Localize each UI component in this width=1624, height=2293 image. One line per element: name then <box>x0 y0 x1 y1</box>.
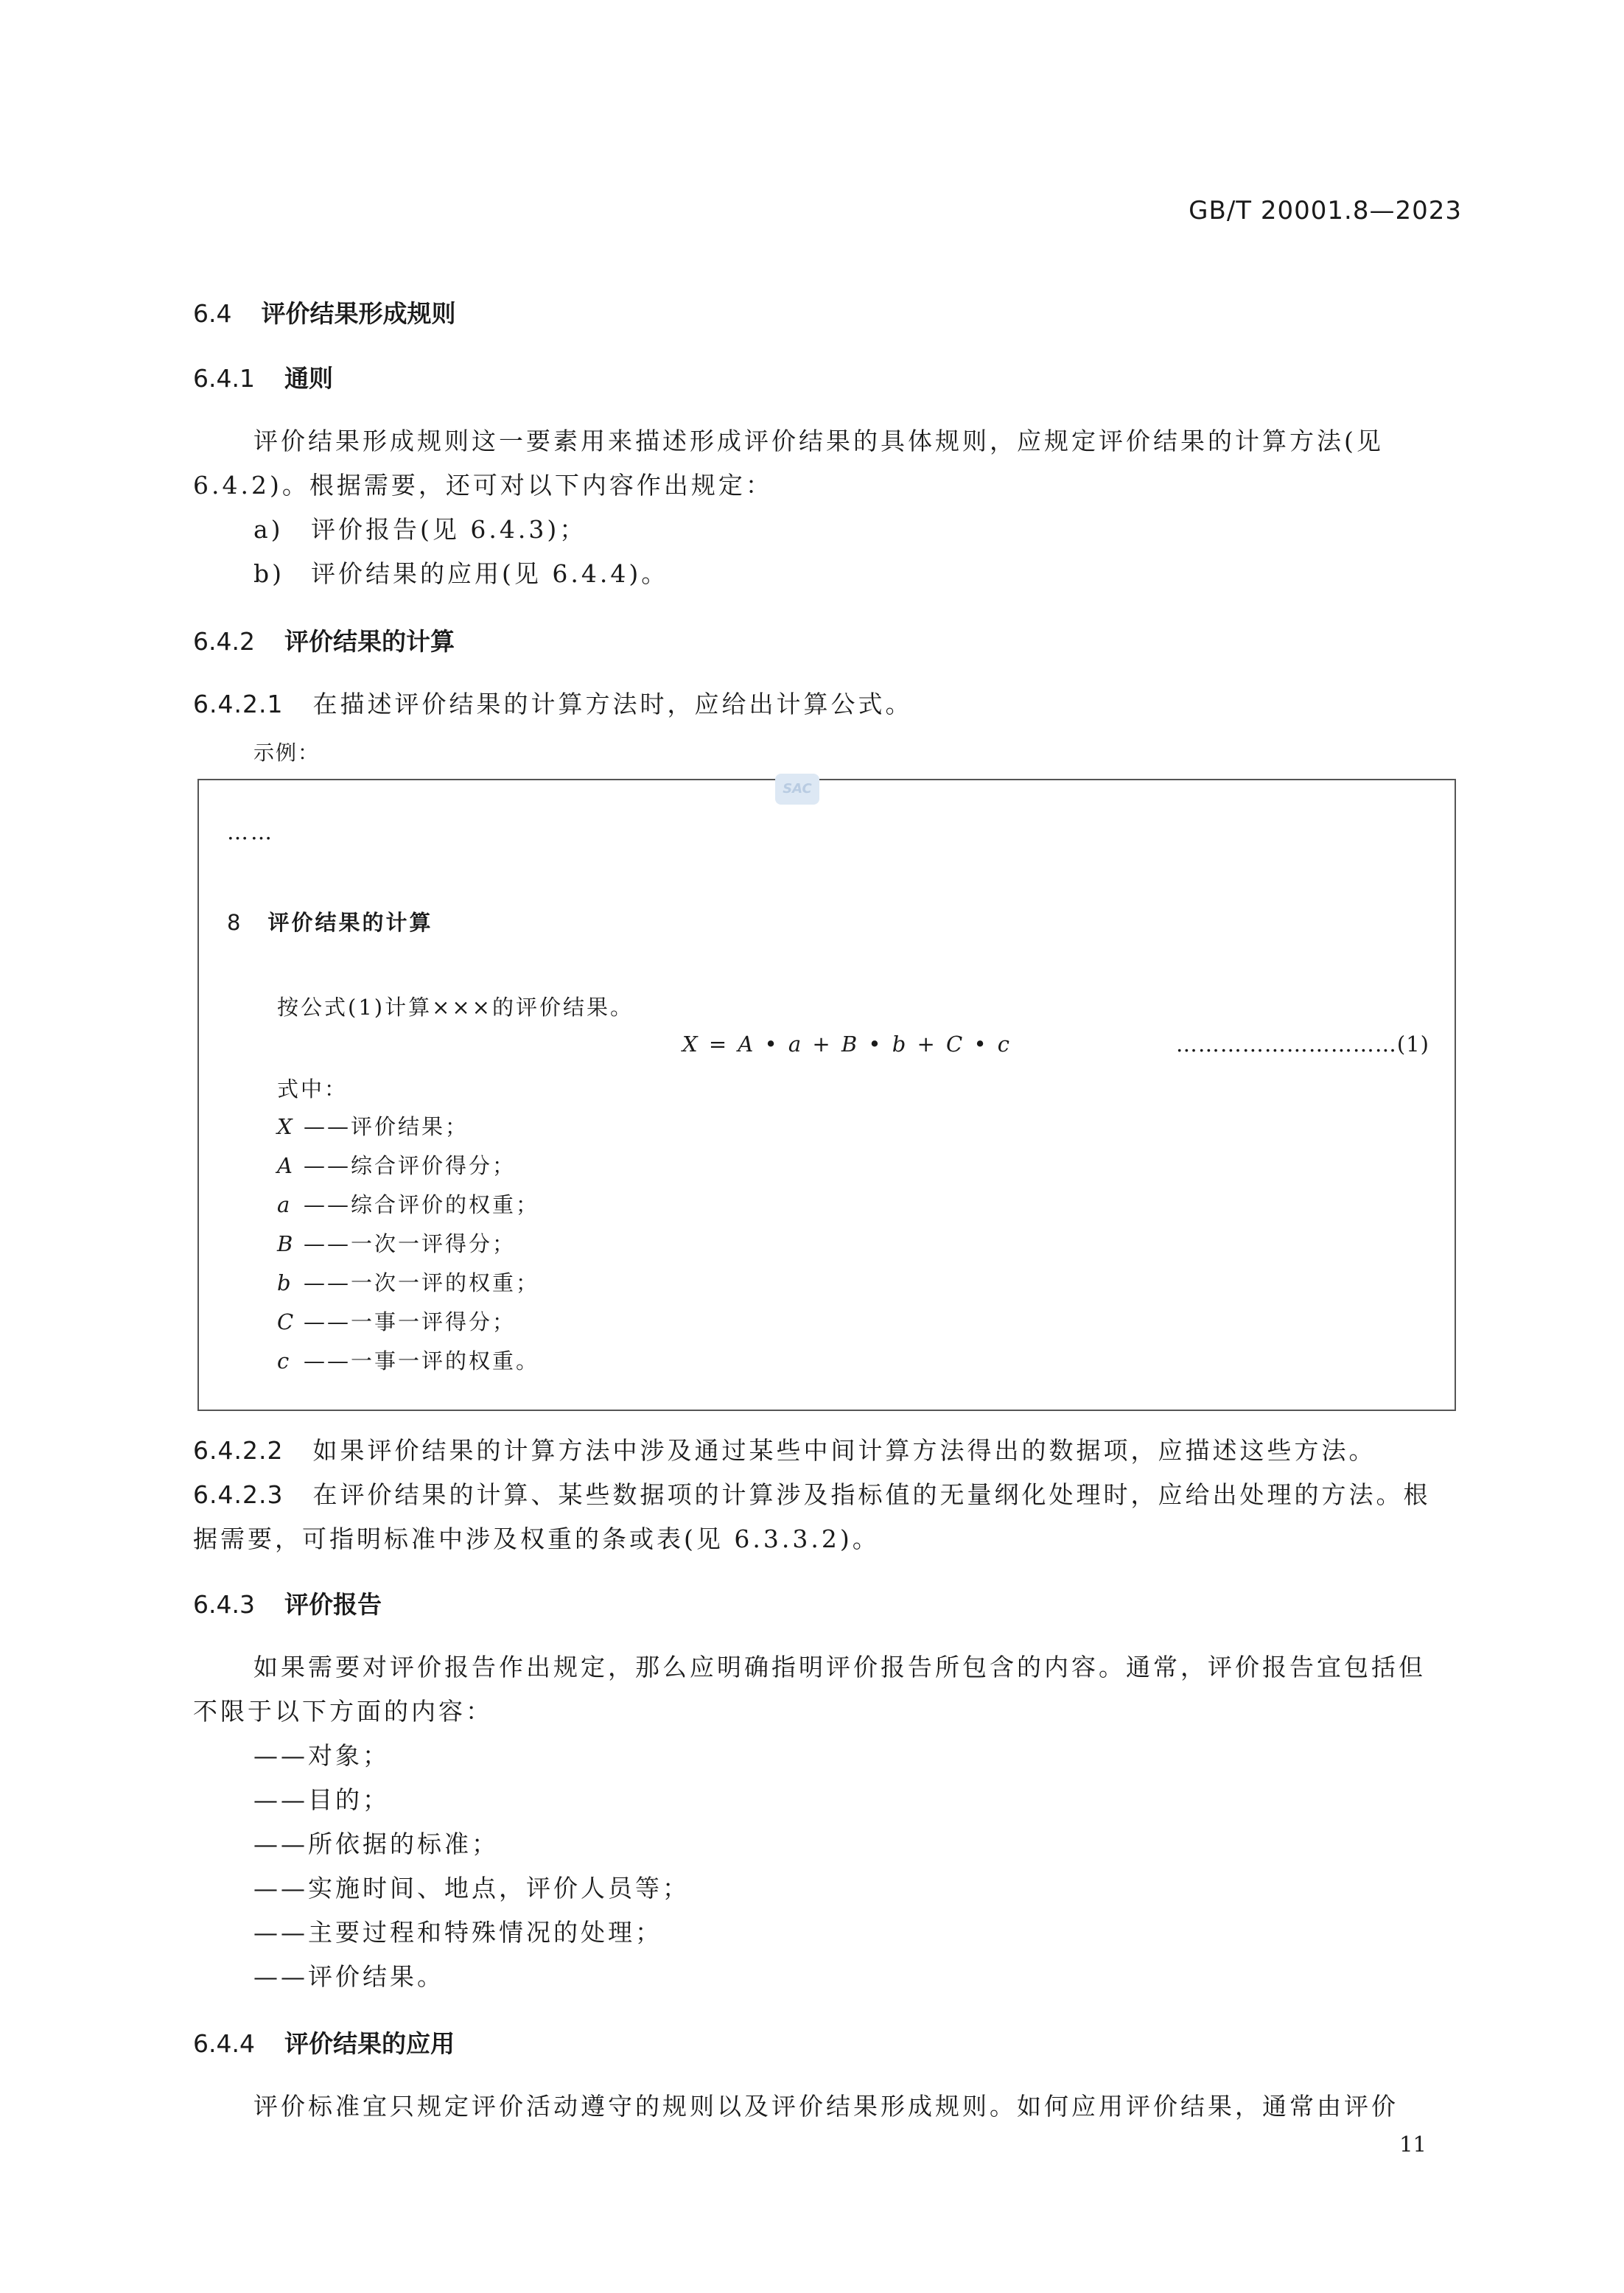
heading-number: 6.4.4 <box>193 2029 255 2058</box>
variable-definition <box>277 1267 539 1297</box>
list-marker: a) <box>253 515 284 544</box>
variable-symbol: a <box>277 1192 293 1217</box>
list-marker: b) <box>253 559 284 588</box>
variable-symbol: b <box>277 1270 293 1295</box>
example-intro: 按公式(1)计算×××的评价结果。 <box>277 995 634 1020</box>
variable-description: ——一次一评得分； <box>304 1231 517 1256</box>
heading-title: 评价结果的应用 <box>284 2029 455 2058</box>
variable-definition <box>277 1345 539 1375</box>
heading-title: 评价报告 <box>284 1590 382 1619</box>
list-text: 评价报告(见 6.4.3)； <box>311 515 587 544</box>
variable-symbol: X <box>277 1114 295 1139</box>
example-clause-heading <box>227 906 433 937</box>
paragraph-line: 6.4.2)。根据需要，还可对以下内容作出规定： <box>193 471 773 500</box>
variable-symbol: A <box>277 1153 295 1178</box>
page-number: 11 <box>1399 2132 1427 2157</box>
list-item <box>253 555 668 589</box>
heading-title: 评价结果形成规则 <box>261 299 456 328</box>
variable-definition <box>277 1188 539 1219</box>
variable-description: ——一次一评的权重； <box>304 1270 540 1295</box>
paragraph-line: 如果需要对评价报告作出规定，那么应明确指明评价报告所包含的内容。通常，评价报告宜包括但 <box>253 1653 1426 1681</box>
variable-definition <box>277 1228 516 1258</box>
dash-list-item: ——评价结果。 <box>253 1962 444 1991</box>
clause-text: 在描述评价结果的计算方法时，应给出计算公式。 <box>312 690 913 718</box>
dash-list-item: ——所依据的标准； <box>253 1830 499 1858</box>
example-clause-title: 评价结果的计算 <box>267 910 433 935</box>
dash-list-item: ——主要过程和特殊情况的处理； <box>253 1918 662 1947</box>
heading-6-4-4 <box>193 2025 455 2059</box>
variable-description: ——综合评价得分； <box>304 1153 517 1178</box>
paragraph-line: 评价标准宜只规定评价活动遵守的规则以及评价结果形成规则。如何应用评价结果，通常由评价 <box>253 2092 1399 2121</box>
variable-description: ——一事一评的权重。 <box>304 1348 540 1373</box>
example-ellipsis: …… <box>227 819 274 844</box>
variable-symbol: B <box>277 1231 295 1256</box>
dash-list-item: ——目的； <box>253 1785 390 1814</box>
heading-6-4 <box>193 295 455 329</box>
heading-number: 6.4.2 <box>193 627 255 656</box>
list-text: 评价结果的应用(见 6.4.4)。 <box>311 559 669 588</box>
sac-watermark-logo: SAC <box>775 774 819 805</box>
paragraph-line: 不限于以下方面的内容： <box>193 1697 493 1726</box>
heading-title: 评价结果的计算 <box>284 627 455 656</box>
clause-number: 6.4.2.3 <box>193 1480 284 1509</box>
variable-symbol: c <box>277 1348 292 1373</box>
clause-text: 如果评价结果的计算方法中涉及通过某些中间计算方法得出的数据项，应描述这些方法。 <box>312 1436 1376 1465</box>
heading-number: 6.4.1 <box>193 364 255 393</box>
heading-6-4-2 <box>193 623 455 657</box>
where-label: 式中： <box>277 1077 349 1102</box>
heading-number: 6.4 <box>193 299 232 328</box>
heading-6-4-1 <box>193 360 333 394</box>
variable-definition <box>277 1306 516 1336</box>
paragraph-line: 评价结果形成规则这一要素用来描述形成评价结果的具体规则，应规定评价结果的计算方法(见 <box>253 427 1384 455</box>
standard-number: GB/T 20001.8—2023 <box>1189 196 1462 225</box>
formula: X = A • a + B • b + C • c <box>682 1032 1012 1057</box>
variable-description: ——综合评价的权重； <box>304 1192 540 1217</box>
formula-number: …………………………(1) <box>1175 1032 1429 1057</box>
heading-number: 6.4.3 <box>193 1590 255 1619</box>
variable-definition <box>277 1149 516 1180</box>
list-item <box>253 511 587 545</box>
variable-definition <box>277 1110 469 1141</box>
clause-6-4-2-1 <box>193 685 912 720</box>
clause-text: 在评价结果的计算、某些数据项的计算涉及指标值的无量纲化处理时，应给出处理的方法。根 <box>312 1480 1431 1509</box>
example-label: 示例： <box>253 741 321 765</box>
dash-list-item: ——实施时间、地点，评价人员等； <box>253 1874 690 1902</box>
example-clause-number: 8 <box>227 910 243 935</box>
heading-title: 通则 <box>284 364 333 393</box>
variable-description: ——评价结果； <box>304 1114 469 1139</box>
clause-number: 6.4.2.1 <box>193 690 284 718</box>
clause-number: 6.4.2.2 <box>193 1436 284 1465</box>
heading-6-4-3 <box>193 1586 382 1620</box>
variable-description: ——一事一评得分； <box>304 1309 517 1334</box>
variable-symbol: C <box>277 1309 296 1334</box>
clause-6-4-2-2 <box>193 1432 1376 1466</box>
clause-6-4-2-3 <box>193 1476 1430 1510</box>
paragraph-line: 据需要，可指明标准中涉及权重的条或表(见 6.3.3.2)。 <box>193 1524 880 1553</box>
dash-list-item: ——对象； <box>253 1741 390 1770</box>
